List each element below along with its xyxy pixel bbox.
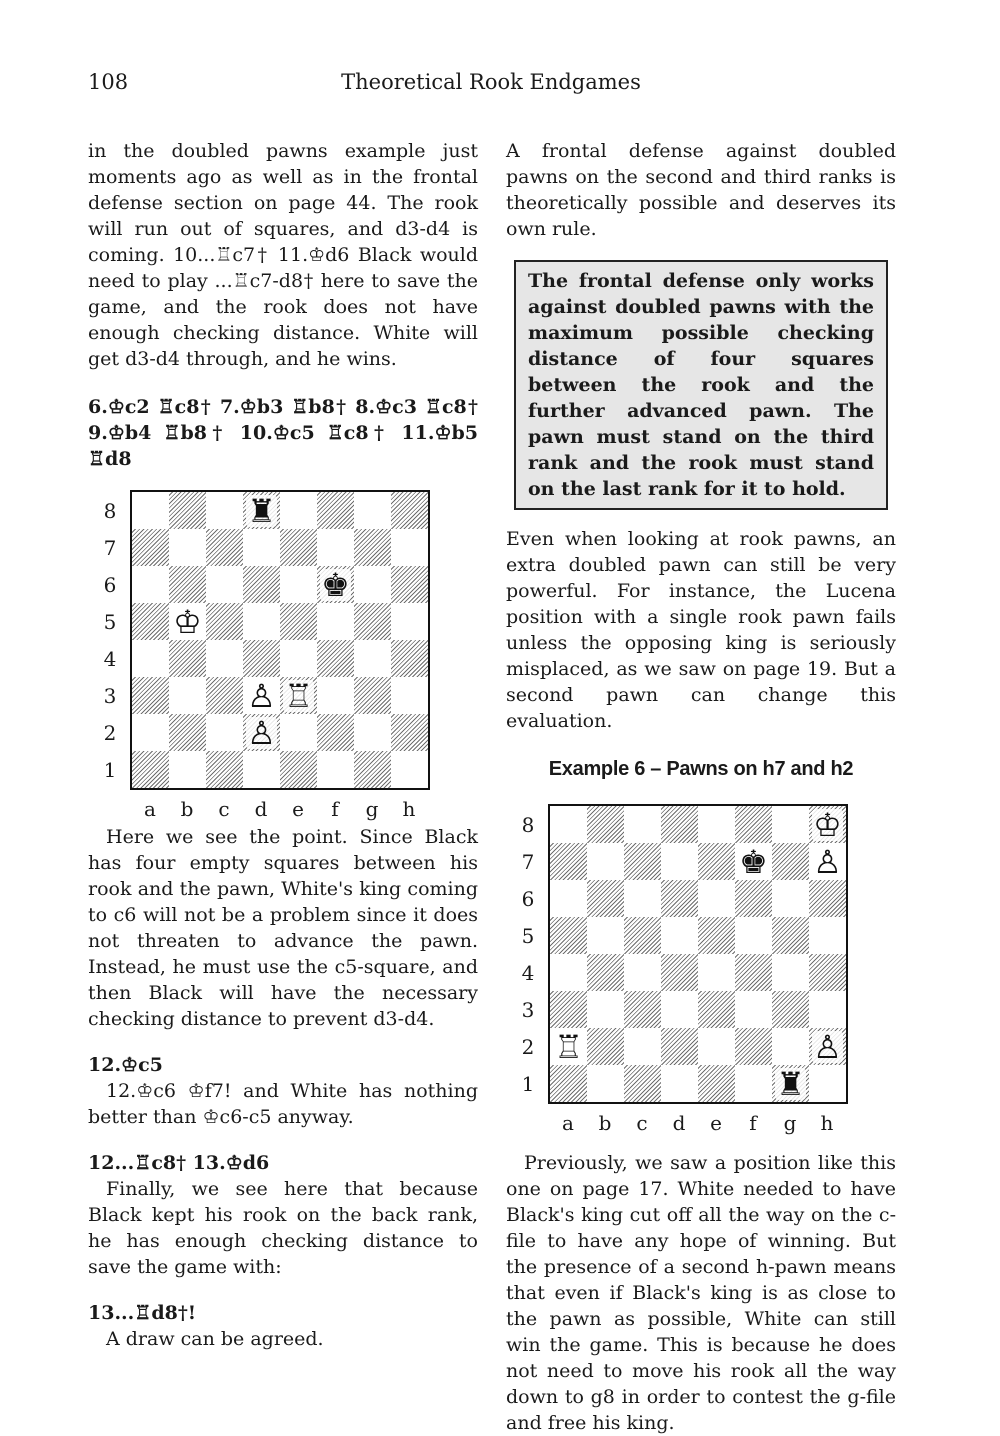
square-c2	[624, 1028, 661, 1065]
square-g3	[772, 991, 809, 1028]
square-f1	[317, 751, 354, 788]
square-d5	[243, 603, 280, 640]
square-b7	[169, 529, 206, 566]
chess-piece-h8: ♔	[813, 805, 842, 844]
square-f7	[735, 843, 772, 880]
left-column	[88, 138, 478, 1352]
rank-label: 8	[103, 499, 117, 523]
square-f3	[735, 991, 772, 1028]
square-e3	[280, 677, 317, 714]
chess-piece-g1: ♜	[776, 1064, 805, 1103]
square-c6	[206, 566, 243, 603]
square-g5	[772, 917, 809, 954]
chess-board	[130, 490, 430, 790]
paragraph: A draw can be agreed.	[106, 1328, 324, 1350]
paragraph: A frontal defense against doubled pawns on the second and third ranks is theoretically possible and deserves its own rule.	[506, 140, 896, 240]
square-a7	[132, 529, 169, 566]
square-c6	[624, 880, 661, 917]
square-e4	[280, 640, 317, 677]
square-b4	[587, 954, 624, 991]
square-a3	[550, 991, 587, 1028]
square-d4	[661, 954, 698, 991]
square-f5	[735, 917, 772, 954]
file-label: e	[292, 797, 304, 821]
chess-board	[548, 804, 848, 1104]
move-sequence: 12...♖c8† 13.♔d6	[88, 1152, 270, 1174]
square-b3	[169, 677, 206, 714]
running-title: Theoretical Rook Endgames	[341, 70, 641, 94]
chess-piece-b5: ♔	[173, 602, 202, 641]
square-f5	[317, 603, 354, 640]
paragraph: Here we see the point. Since Black has four empty squares between his rook and the pawn, White's king coming to c6 will not be a problem since it does not threaten to advance the pawn. Instead, he must use the c5-square, and then Black will have the necessary checking distance to prevent d3-d4.	[88, 826, 478, 1030]
move-sequence: 6.♔c2 ♖c8† 7.♔b3 ♖b8† 8.♔c3 ♖c8† 9.♔b4 ♖b8† 10.♔c5 ♖c8† 11.♔b5 ♖d8	[88, 396, 478, 470]
file-label: h	[820, 1111, 834, 1135]
square-h8	[809, 806, 846, 843]
square-e8	[280, 492, 317, 529]
square-g7	[772, 843, 809, 880]
square-g8	[772, 806, 809, 843]
square-d7	[661, 843, 698, 880]
square-b8	[169, 492, 206, 529]
square-h1	[391, 751, 428, 788]
square-e1	[280, 751, 317, 788]
square-d2	[661, 1028, 698, 1065]
file-label: b	[598, 1111, 612, 1135]
square-g2	[772, 1028, 809, 1065]
square-g8	[354, 492, 391, 529]
square-c1	[206, 751, 243, 788]
square-h6	[391, 566, 428, 603]
file-label: g	[365, 797, 379, 821]
square-a1	[550, 1065, 587, 1102]
file-label: c	[636, 1111, 648, 1135]
square-g7	[354, 529, 391, 566]
square-h6	[809, 880, 846, 917]
square-f1	[735, 1065, 772, 1102]
square-h4	[809, 954, 846, 991]
square-c4	[206, 640, 243, 677]
square-c8	[206, 492, 243, 529]
rank-label: 4	[103, 647, 117, 671]
square-c5	[624, 917, 661, 954]
square-h2	[391, 714, 428, 751]
rank-label: 2	[103, 721, 117, 745]
square-a8	[132, 492, 169, 529]
square-d8	[661, 806, 698, 843]
square-a6	[550, 880, 587, 917]
square-b8	[587, 806, 624, 843]
square-h7	[391, 529, 428, 566]
paragraph: Finally, we see here that because Black kept his rook on the back rank, he has enough checking distance to save the game with:	[88, 1178, 478, 1278]
rank-label: 5	[521, 924, 535, 948]
file-label: f	[331, 797, 339, 821]
square-e6	[280, 566, 317, 603]
file-label: a	[562, 1111, 574, 1135]
square-c7	[624, 843, 661, 880]
chess-piece-d3: ♙	[247, 676, 276, 715]
square-f7	[317, 529, 354, 566]
square-g4	[772, 954, 809, 991]
page-header	[88, 66, 894, 100]
rank-label: 7	[103, 536, 117, 560]
square-f6	[735, 880, 772, 917]
square-b6	[587, 880, 624, 917]
square-f2	[735, 1028, 772, 1065]
square-b2	[587, 1028, 624, 1065]
file-label: d	[672, 1111, 686, 1135]
chess-piece-f6: ♚	[321, 565, 350, 604]
file-label: h	[402, 797, 416, 821]
file-label: c	[218, 797, 230, 821]
square-e3	[698, 991, 735, 1028]
square-d6	[243, 566, 280, 603]
square-d3	[243, 677, 280, 714]
file-label: b	[180, 797, 194, 821]
chess-piece-h7: ♙	[813, 842, 842, 881]
square-b5	[169, 603, 206, 640]
square-g6	[354, 566, 391, 603]
file-label: d	[254, 797, 268, 821]
square-b4	[169, 640, 206, 677]
square-a5	[132, 603, 169, 640]
square-e5	[698, 917, 735, 954]
example-title: Example 6 – Pawns on h7 and h2	[548, 758, 854, 780]
paragraph: in the doubled pawns example just moments ago as well as in the frontal defense section on page 44. The rook will run out of squares, and d3-d4 is coming. 10...♖c7† 11.♔d6 Black would need to play ...♖c7-d8† here to save the game, and the rook does not have enough checking distance. White will get d3-d4 through, and he wins.	[88, 140, 478, 370]
square-h7	[809, 843, 846, 880]
rank-label: 8	[521, 813, 535, 837]
square-f8	[735, 806, 772, 843]
square-b6	[169, 566, 206, 603]
file-label: e	[710, 1111, 722, 1135]
square-h4	[391, 640, 428, 677]
square-a6	[132, 566, 169, 603]
rank-label: 1	[103, 758, 117, 782]
square-e5	[280, 603, 317, 640]
chess-piece-e3: ♖	[284, 676, 313, 715]
square-a2	[550, 1028, 587, 1065]
move-sequence: 12.♔c5	[88, 1054, 163, 1076]
move-sequence: 13...♖d8†!	[88, 1302, 197, 1324]
square-d1	[243, 751, 280, 788]
rank-label: 5	[103, 610, 117, 634]
square-b7	[587, 843, 624, 880]
square-e6	[698, 880, 735, 917]
square-e2	[280, 714, 317, 751]
square-d8	[243, 492, 280, 529]
square-b5	[587, 917, 624, 954]
rank-label: 4	[521, 961, 535, 985]
square-b1	[169, 751, 206, 788]
square-h8	[391, 492, 428, 529]
square-f3	[317, 677, 354, 714]
square-a3	[132, 677, 169, 714]
square-c8	[624, 806, 661, 843]
square-c1	[624, 1065, 661, 1102]
square-h3	[391, 677, 428, 714]
square-a5	[550, 917, 587, 954]
rank-label: 1	[521, 1072, 535, 1096]
page-number: 108	[88, 70, 129, 94]
chess-piece-f7: ♚	[739, 842, 768, 881]
right-column	[506, 138, 896, 1436]
square-d6	[661, 880, 698, 917]
square-e7	[698, 843, 735, 880]
square-d7	[243, 529, 280, 566]
square-e4	[698, 954, 735, 991]
chess-diagram-1	[88, 472, 478, 824]
square-h5	[391, 603, 428, 640]
square-f4	[735, 954, 772, 991]
square-h2	[809, 1028, 846, 1065]
square-f4	[317, 640, 354, 677]
paragraph: Previously, we saw a position like this one on page 17. White needed to have Black's king cut off all the way on the c-file to have any hope of winning. But the presence of a second h-pawn means that even if Black's king is as close to the pawn as possible, White can still win the game. This is because he does not need to move his rook all the way down to g8 in order to contest the g-file and free his king.	[506, 1152, 896, 1434]
chess-piece-h2: ♙	[813, 1027, 842, 1066]
file-label: g	[783, 1111, 797, 1135]
paragraph: Even when looking at rook pawns, an extra doubled pawn can still be very powerful. For instance, the Lucena position with a single rook pawn fails unless the opposing king is seriously misplaced, as we saw on page 19. But a second pawn can change this evaluation.	[506, 528, 896, 732]
square-h3	[809, 991, 846, 1028]
square-a7	[550, 843, 587, 880]
square-g4	[354, 640, 391, 677]
file-label: f	[749, 1111, 757, 1135]
square-c3	[624, 991, 661, 1028]
square-f8	[317, 492, 354, 529]
square-e8	[698, 806, 735, 843]
square-c4	[624, 954, 661, 991]
square-d5	[661, 917, 698, 954]
square-h5	[809, 917, 846, 954]
chess-piece-a2: ♖	[554, 1027, 583, 1066]
rank-label: 6	[103, 573, 117, 597]
square-g1	[354, 751, 391, 788]
square-f2	[317, 714, 354, 751]
square-g6	[772, 880, 809, 917]
rule-box: The frontal defense only works against doubled pawns with the maximum possible checking distance of four squares between the rook and the further advanced pawn. The pawn must stand on the third rank and the rook must stand on the last rank for it to hold.	[514, 260, 888, 510]
square-a4	[550, 954, 587, 991]
square-b2	[169, 714, 206, 751]
square-a1	[132, 751, 169, 788]
square-a2	[132, 714, 169, 751]
square-a8	[550, 806, 587, 843]
square-g3	[354, 677, 391, 714]
square-a4	[132, 640, 169, 677]
rank-label: 7	[521, 850, 535, 874]
square-h1	[809, 1065, 846, 1102]
file-label: a	[144, 797, 156, 821]
rank-label: 3	[103, 684, 117, 708]
square-c5	[206, 603, 243, 640]
chess-piece-d8: ♜	[247, 491, 276, 530]
square-c2	[206, 714, 243, 751]
square-d4	[243, 640, 280, 677]
square-c3	[206, 677, 243, 714]
rank-label: 3	[521, 998, 535, 1022]
square-f6	[317, 566, 354, 603]
square-e1	[698, 1065, 735, 1102]
square-d2	[243, 714, 280, 751]
square-e2	[698, 1028, 735, 1065]
square-g2	[354, 714, 391, 751]
square-g1	[772, 1065, 809, 1102]
square-d1	[661, 1065, 698, 1102]
rank-label: 6	[521, 887, 535, 911]
square-d3	[661, 991, 698, 1028]
square-b1	[587, 1065, 624, 1102]
rank-label: 2	[521, 1035, 535, 1059]
square-b3	[587, 991, 624, 1028]
chess-diagram-2	[506, 804, 896, 1150]
paragraph: 12.♔c6 ♔f7! and White has nothing better than ♔c6-c5 anyway.	[88, 1080, 478, 1128]
chess-piece-d2: ♙	[247, 713, 276, 752]
square-c7	[206, 529, 243, 566]
square-e7	[280, 529, 317, 566]
square-g5	[354, 603, 391, 640]
